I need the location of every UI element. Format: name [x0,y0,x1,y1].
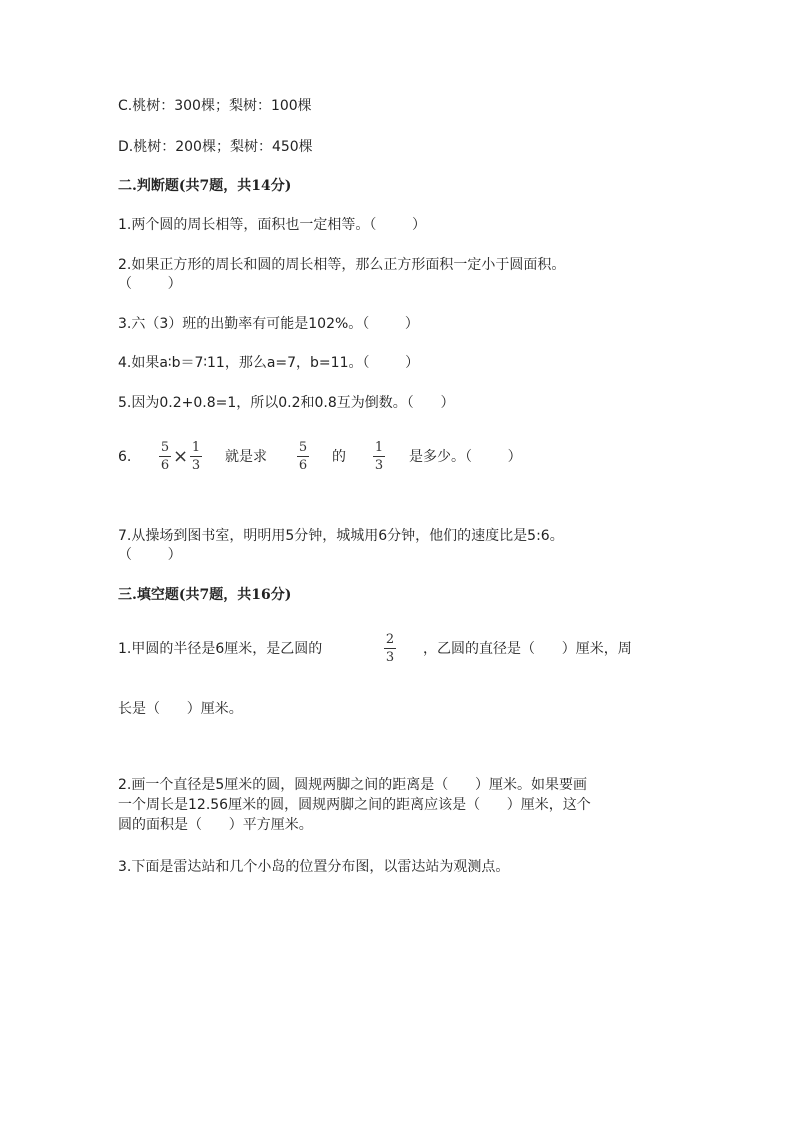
fraction-bar [297,456,309,457]
judge-question-7-line-2: （ ） [118,547,182,563]
fraction-bar [384,648,396,649]
fill-question-3: 3.下面是雷达站和几个小岛的位置分布图，以雷达站为观测点。 [118,859,510,875]
judge-question-1: 1.两个圆的周长相等，面积也一定相等。（ ） [118,217,426,233]
fraction-numerator: 1 [191,440,201,455]
fraction-numerator: 5 [298,440,308,455]
fill-question-2-line-2: 一个周长是12.56厘米的圆，圆规两脚之间的距离应该是（ ）厘米，这个 [118,797,591,813]
fraction-denominator: 3 [191,458,201,473]
fraction-numerator: 1 [374,440,384,455]
fraction-numerator: 5 [160,440,170,455]
question-6-number: 6. [118,449,132,465]
section-3-heading: 三.填空题(共7题，共16分) [118,587,292,603]
judge-question-2-line-1: 2.如果正方形的周长和圆的周长相等，那么正方形面积一定小于圆面积。 [118,257,566,273]
fill-question-2-line-3: 圆的面积是（ ）平方厘米。 [118,817,313,833]
question-6-text-3: 是多少。（ ） [409,449,522,465]
fill-question-1-text-2: ，乙圆的直径是（ ）厘米，周 [423,641,632,657]
fraction-denominator: 6 [160,458,170,473]
judge-question-3: 3.六（3）班的出勤率有可能是102%。（ ） [118,316,419,332]
fill-question-2-line-1: 2.画一个直径是5厘米的圆，圆规两脚之间的距离是（ ）厘米。如果要画 [118,777,587,793]
fraction-5-6-b [297,440,309,473]
section-2-heading: 二.判断题(共7题，共14分) [118,178,292,194]
fill-question-1-line-2: 长是（ ）厘米。 [118,701,243,717]
fraction-5-6 [159,440,171,473]
fill-question-1-text-1: 1.甲圆的半径是6厘米，是乙圆的 [118,641,323,657]
fraction-bar [159,456,171,457]
judge-question-7-line-1: 7.从操场到图书室，明明用5分钟，城城用6分钟，他们的速度比是5:6。 [118,528,564,544]
fraction-numerator: 2 [385,632,395,647]
judge-question-4: 4.如果a∶b＝7∶11，那么a=7，b=11。（ ） [118,355,420,371]
fraction-denominator: 3 [374,458,384,473]
fraction-denominator: 3 [385,650,395,665]
fraction-2-3 [384,632,396,665]
option-d: D.桃树：200棵；梨树：450棵 [118,139,313,155]
fraction-1-3 [190,440,202,473]
fraction-denominator: 6 [298,458,308,473]
fraction-bar [373,456,385,457]
fraction-bar [190,456,202,457]
question-6-text-1: 就是求 [225,449,267,465]
question-6-text-2: 的 [332,449,346,465]
judge-question-5: 5.因为0.2+0.8=1，所以0.2和0.8互为倒数。（ ） [118,395,455,411]
judge-question-2-line-2: （ ） [118,276,182,292]
option-c: C.桃树：300棵；梨树：100棵 [118,98,312,114]
times-sign: × [173,446,189,467]
fraction-1-3-b [373,440,385,473]
